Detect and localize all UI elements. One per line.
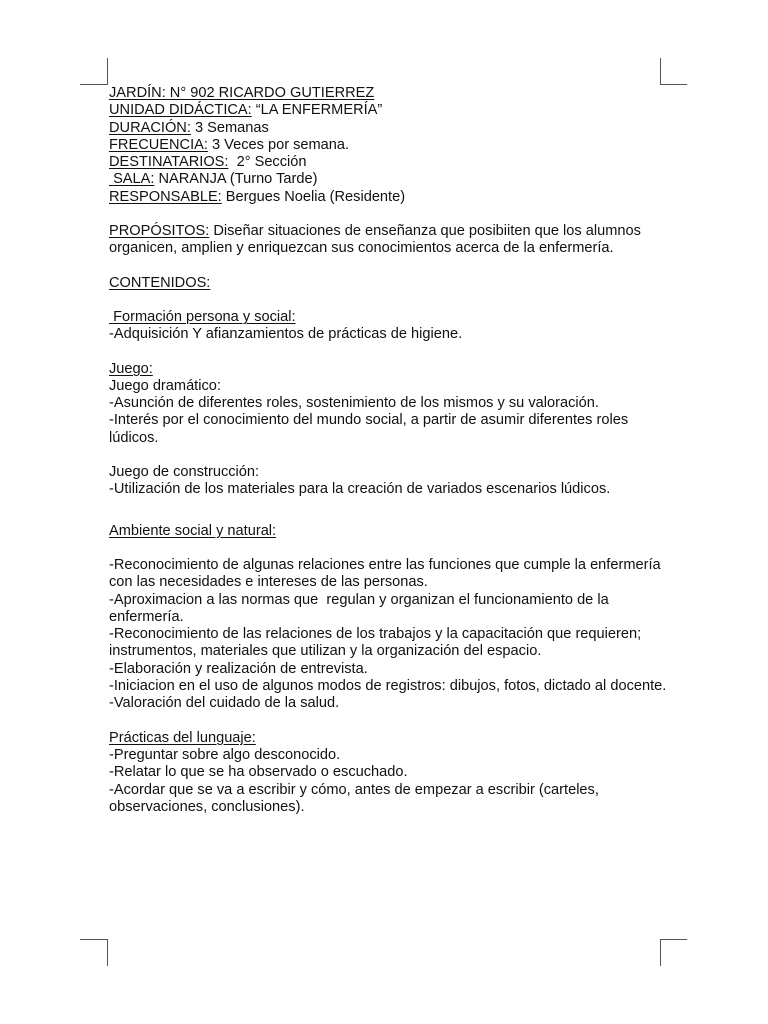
list-item: -Aproximacion a las normas que regulan y organizan el funcionamiento de la enfermería. <box>109 591 613 625</box>
juego-dramatico-title: Juego dramático: <box>109 377 221 394</box>
list-item: -Asunción de diferentes roles, sostenimiento de los mismos y su valoración. <box>109 395 599 412</box>
header-line-responsable <box>109 189 669 206</box>
list-item: -Utilización de los materiales para la creación de variados escenarios lúdicos. <box>109 481 611 498</box>
header-line-jardin <box>109 85 669 102</box>
list-item: -Preguntar sobre algo desconocido. <box>109 746 341 763</box>
header-label: UNIDAD DIDÁCTICA: <box>109 102 252 119</box>
juego-construccion-title: Juego de construcción: <box>109 464 260 481</box>
crop-mark-top-left-v <box>107 58 108 85</box>
list-item: -Valoración del cuidado de la salud. <box>109 695 340 712</box>
header-label: RESPONSABLE: <box>109 188 222 205</box>
crop-mark-bottom-right-h <box>660 939 687 940</box>
list-item: -Adquisición Y afianzamientos de prácticas de higiene. <box>109 326 463 343</box>
list-item: -Interés por el conocimiento del mundo social, a partir de asumir diferentes roles lúdicos. <box>109 412 633 446</box>
juego-heading: Juego: <box>109 360 153 377</box>
header-value: 2° Sección <box>228 154 307 171</box>
header-value: Bergues Noelia (Residente) <box>221 188 406 205</box>
list-item: -Reconocimiento de algunas relaciones entre las funciones que cumple la enfermería con las necesidades e intereses de las personas. <box>109 556 665 591</box>
header-value: NARANJA (Turno Tarde) <box>154 171 318 188</box>
header-line-duracion <box>109 120 669 137</box>
lenguaje-heading: Prácticas del lunguaje: <box>109 729 256 746</box>
crop-mark-top-right-v <box>660 58 661 85</box>
crop-mark-top-left-h <box>80 84 108 85</box>
propositos-label: PROPÓSITOS: <box>109 223 210 240</box>
header-label: SALA: <box>109 171 155 188</box>
header-label: DURACIÓN: <box>109 119 191 136</box>
contenidos-heading: CONTENIDOS: <box>109 274 211 291</box>
list-item: -Acordar que se va a escribir y cómo, antes de empezar a escribir (carteles, observaciones, conclusiones). <box>109 781 603 815</box>
header-label: FRECUENCIA: <box>109 136 208 153</box>
header-line-sala <box>109 171 669 188</box>
header-label: JARDÍN: N° 902 RICARDO GUTIERREZ <box>109 85 375 101</box>
formacion-heading: Formación persona y social: <box>109 308 296 325</box>
ambiente-heading: Ambiente social y natural: <box>109 522 277 539</box>
header-value: 3 Veces por semana. <box>207 136 350 153</box>
document-body <box>109 85 669 816</box>
crop-mark-bottom-right-v <box>660 939 661 966</box>
header-line-destinatarios <box>109 154 669 171</box>
crop-mark-bottom-left-v <box>107 939 108 966</box>
header-block <box>109 85 669 206</box>
crop-mark-bottom-left-h <box>80 939 108 940</box>
list-item: -Relatar lo que se ha observado o escuchado. <box>109 764 408 781</box>
list-item: -Iniciacion en el uso de algunos modos de registros: dibujos, fotos, dictado al docente. <box>109 678 667 695</box>
list-item: -Elaboración y realización de entrevista. <box>109 660 368 677</box>
propositos-text: Diseñar situaciones de enseñanza que posibiiten que los alumnos organicen, amplien y enriquezcan sus conocimientos acerca de la enfermería. <box>109 223 645 257</box>
header-line-unidad <box>109 102 669 119</box>
header-value: “LA ENFERMERÍA” <box>251 102 383 119</box>
header-line-frecuencia <box>109 137 669 154</box>
propositos-paragraph <box>109 223 669 258</box>
list-item: -Reconocimiento de las relaciones de los trabajos y la capacitación que requieren; instrumentos, materiales que utilizan y la organización del espacio. <box>109 626 646 660</box>
header-value: 3 Semanas <box>190 119 269 136</box>
header-label: DESTINATARIOS: <box>109 154 229 171</box>
